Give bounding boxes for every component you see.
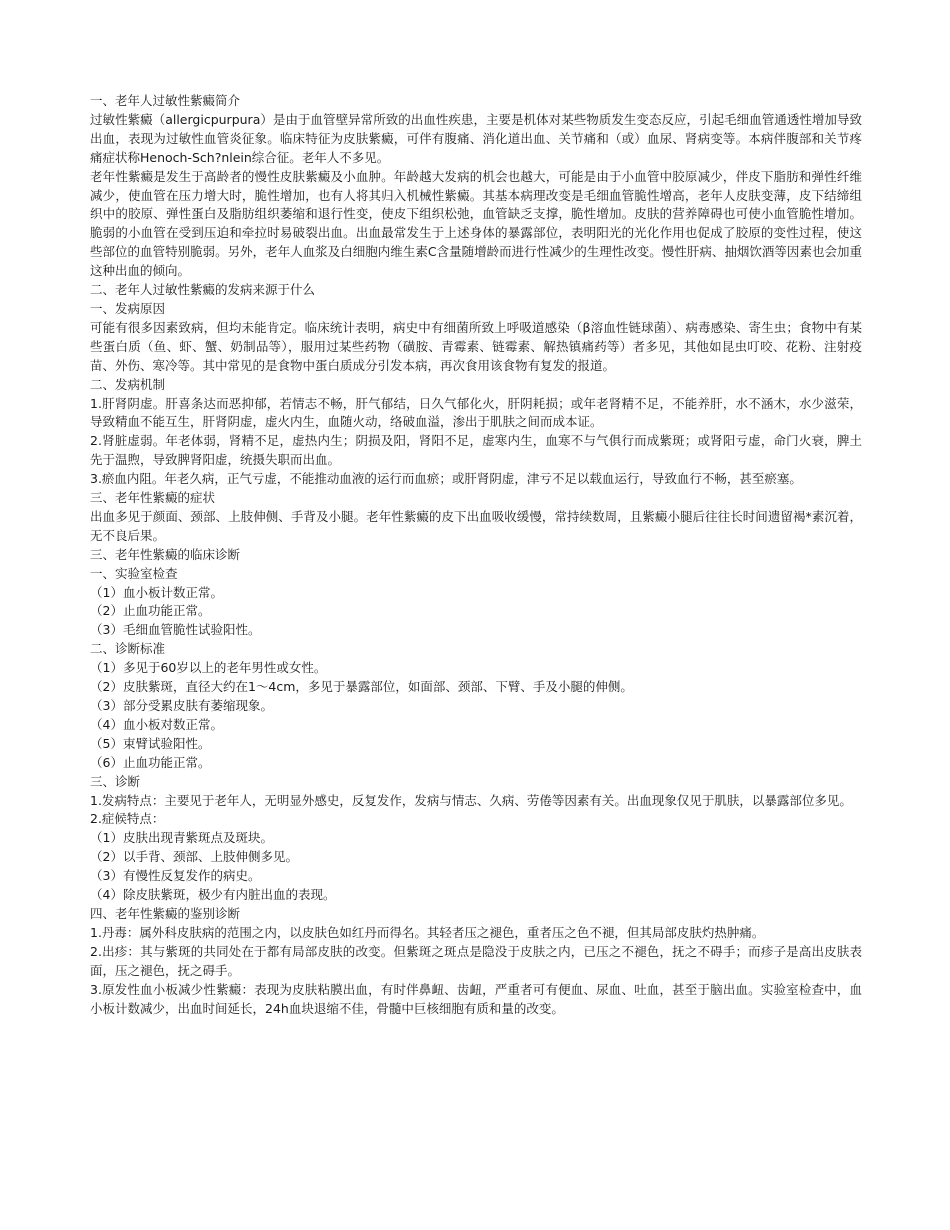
body-paragraph: 老年性紫癜是发生于高龄者的慢性皮肤紫癜及小血肿。年龄越大发病的机会也越大，可能是由于小血管中胶原减少，伴皮下脂肪和弹性纤维减少，使血管在压力增大时，脆性增加，也有人将其归入机械性紫癜。其基本病理改变是毛细血管脆性增高，老年人皮肤变薄，皮下结缔组织中的胶原、弹性蛋白及脂肪组织萎缩和退行性变，使皮下组织松弛，血管缺乏支撑，脆性增加。皮肤的营养障碍也可使小血管脆性增加。脆弱的小血管在受到压迫和牵拉时易破裂出血。出血最常发生于上述身体的暴露部位，表明阳光的光化作用也促成了胶原的变性过程，使这些部位的血管特别脆弱。另外，老年人血浆及白细胞内维生素C含量随增龄而进行性减少的生理性改变。慢性肝病、抽烟饮酒等因素也会加重这种出血的倾向。 <box>90 168 862 279</box>
list-item: （2）皮肤紫斑，直径大约在1～4cm，多见于暴露部位，如面部、颈部、下臂、手及小腿的伸侧。 <box>90 679 633 695</box>
list-item: （5）束臂试验阳性。 <box>90 735 211 751</box>
body-paragraph: 可能有很多因素致病，但均未能肯定。临床统计表明，病史中有细菌所致上呼吸道感染（β溶血性链球菌）、病毒感染、寄生虫；食物中有某些蛋白质（鱼、虾、蟹、奶制品等），服用过某些药物（磺胺、青霉素、链霉素、解热镇痛药等）者多见，其他如昆虫叮咬、花粉、注射疫苗、外伤、寒冷等。其中常见的是食物中蛋白质成分引发本病，再次食用该食物有复发的报道。 <box>90 319 862 373</box>
subsection-heading: 二、发病机制 <box>90 376 166 392</box>
list-item: （3）有慢性反复发作的病史。 <box>90 868 261 884</box>
section-heading: 三、老年性紫癜的临床诊断 <box>90 546 241 562</box>
section-heading: 一、老年人过敏性紫癜简介 <box>90 93 241 108</box>
section-heading: 四、老年性紫癜的鉴别诊断 <box>90 905 241 921</box>
list-item: （1）皮肤出现青紫斑点及斑块。 <box>90 830 273 846</box>
list-item: （3）毛细血管脆性试验阳性。 <box>90 622 261 638</box>
list-item: （1）多见于60岁以上的老年男性或女性。 <box>90 660 327 676</box>
body-paragraph: 1.肝肾阴虚。肝喜条达而恶抑郁，若情志不畅，肝气郁结，日久气郁化火，肝阴耗损；或年老肾精不足，不能养肝，水不涵木，水少滋荣，导致精血不能互生，肝肾阴虚，虚火内生，血随火动，络破血溢，渗出于肌肤之间而成本证。 <box>90 395 862 430</box>
subsection-heading: 一、实验室检查 <box>90 565 178 581</box>
list-item: （4）除皮肤紫斑，极少有内脏出血的表现。 <box>90 887 336 903</box>
section-heading: 二、老年人过敏性紫癜的发病来源于什么 <box>90 282 316 298</box>
body-paragraph: 2.出疹：其与紫斑的共同处在于都有局部皮肤的改变。但紫斑之斑点是隐没于皮肤之内，已压之不褪色，抚之不碍手；而疹子是高出皮肤表面，压之褪色，抚之碍手。 <box>90 943 862 978</box>
body-paragraph: 过敏性紫癜（allergicpurpura）是由于血管壁异常所致的出血性疾患，主要是机体对某些物质发生变态反应，引起毛细血管通透性增加导致出血，表现为过敏性血管炎征象。临床特征为皮肤紫癜，可伴有腹痛、消化道出血、关节痛和（或）血尿、肾病变等。本病伴腹部和关节疼痛症状称Henoch-Sch?nlein综合征。老年人不多见。 <box>90 111 862 165</box>
list-item: （2）止血功能正常。 <box>90 603 211 619</box>
subsection-heading: 一、发病原因 <box>90 300 166 316</box>
list-item: （1）血小板计数正常。 <box>90 584 223 600</box>
body-paragraph: 3.原发性血小板减少性紫癜：表现为皮肤粘膜出血，有时伴鼻衄、齿衄，严重者可有便血、尿血、吐血，甚至于脑出血。实验室检查中，血小板计数减少，出血时间延长，24h血块退缩不佳，骨髓中巨核细胞有质和量的改变。 <box>90 981 862 1016</box>
body-paragraph: 1.丹毒：属外科皮肤病的范围之内，以皮肤色如红丹而得名。其轻者压之褪色，重者压之色不褪，但其局部皮肤灼热肿痛。 <box>90 924 765 940</box>
document-body <box>90 92 862 1018</box>
body-paragraph: 1.发病特点：主要见于老年人，无明显外感史，反复发作，发病与情志、久病、劳倦等因素有关。出血现象仅见于肌肤，以暴露部位多见。 <box>90 792 852 808</box>
list-item: （3）部分受累皮肤有萎缩现象。 <box>90 698 273 713</box>
subsection-heading: 三、诊断 <box>90 773 141 789</box>
subsection-heading: 二、诊断标准 <box>90 641 166 657</box>
list-item: （6）止血功能正常。 <box>90 754 211 770</box>
section-heading: 三、老年性紫癜的症状 <box>90 490 216 506</box>
list-item: （2）以手背、颈部、上肢伸侧多见。 <box>90 849 298 865</box>
body-paragraph: 出血多见于颜面、颈部、上肢伸侧、手背及小腿。老年性紫癜的皮下出血吸收缓慢，常持续数周，且紫癜小腿后往往长时间遗留褐*素沉着，无不良后果。 <box>90 508 862 543</box>
list-item: （4）血小板对数正常。 <box>90 716 223 732</box>
body-paragraph: 3.瘀血内阻。年老久病，正气亏虚，不能推动血液的运行而血瘀；或肝肾阴虚，津亏不足以载血运行，导致血行不畅，甚至瘀塞。 <box>90 471 802 487</box>
body-paragraph: 2.肾脏虚弱。年老体弱，肾精不足，虚热内生；阴损及阳，肾阳不足，虚寒内生，血寒不与气俱行而成紫斑；或肾阳亏虚，命门火衰，脾土先于温煦，导致脾肾阳虚，统摄失职而出血。 <box>90 433 862 468</box>
body-paragraph: 2.症候特点： <box>90 811 165 827</box>
